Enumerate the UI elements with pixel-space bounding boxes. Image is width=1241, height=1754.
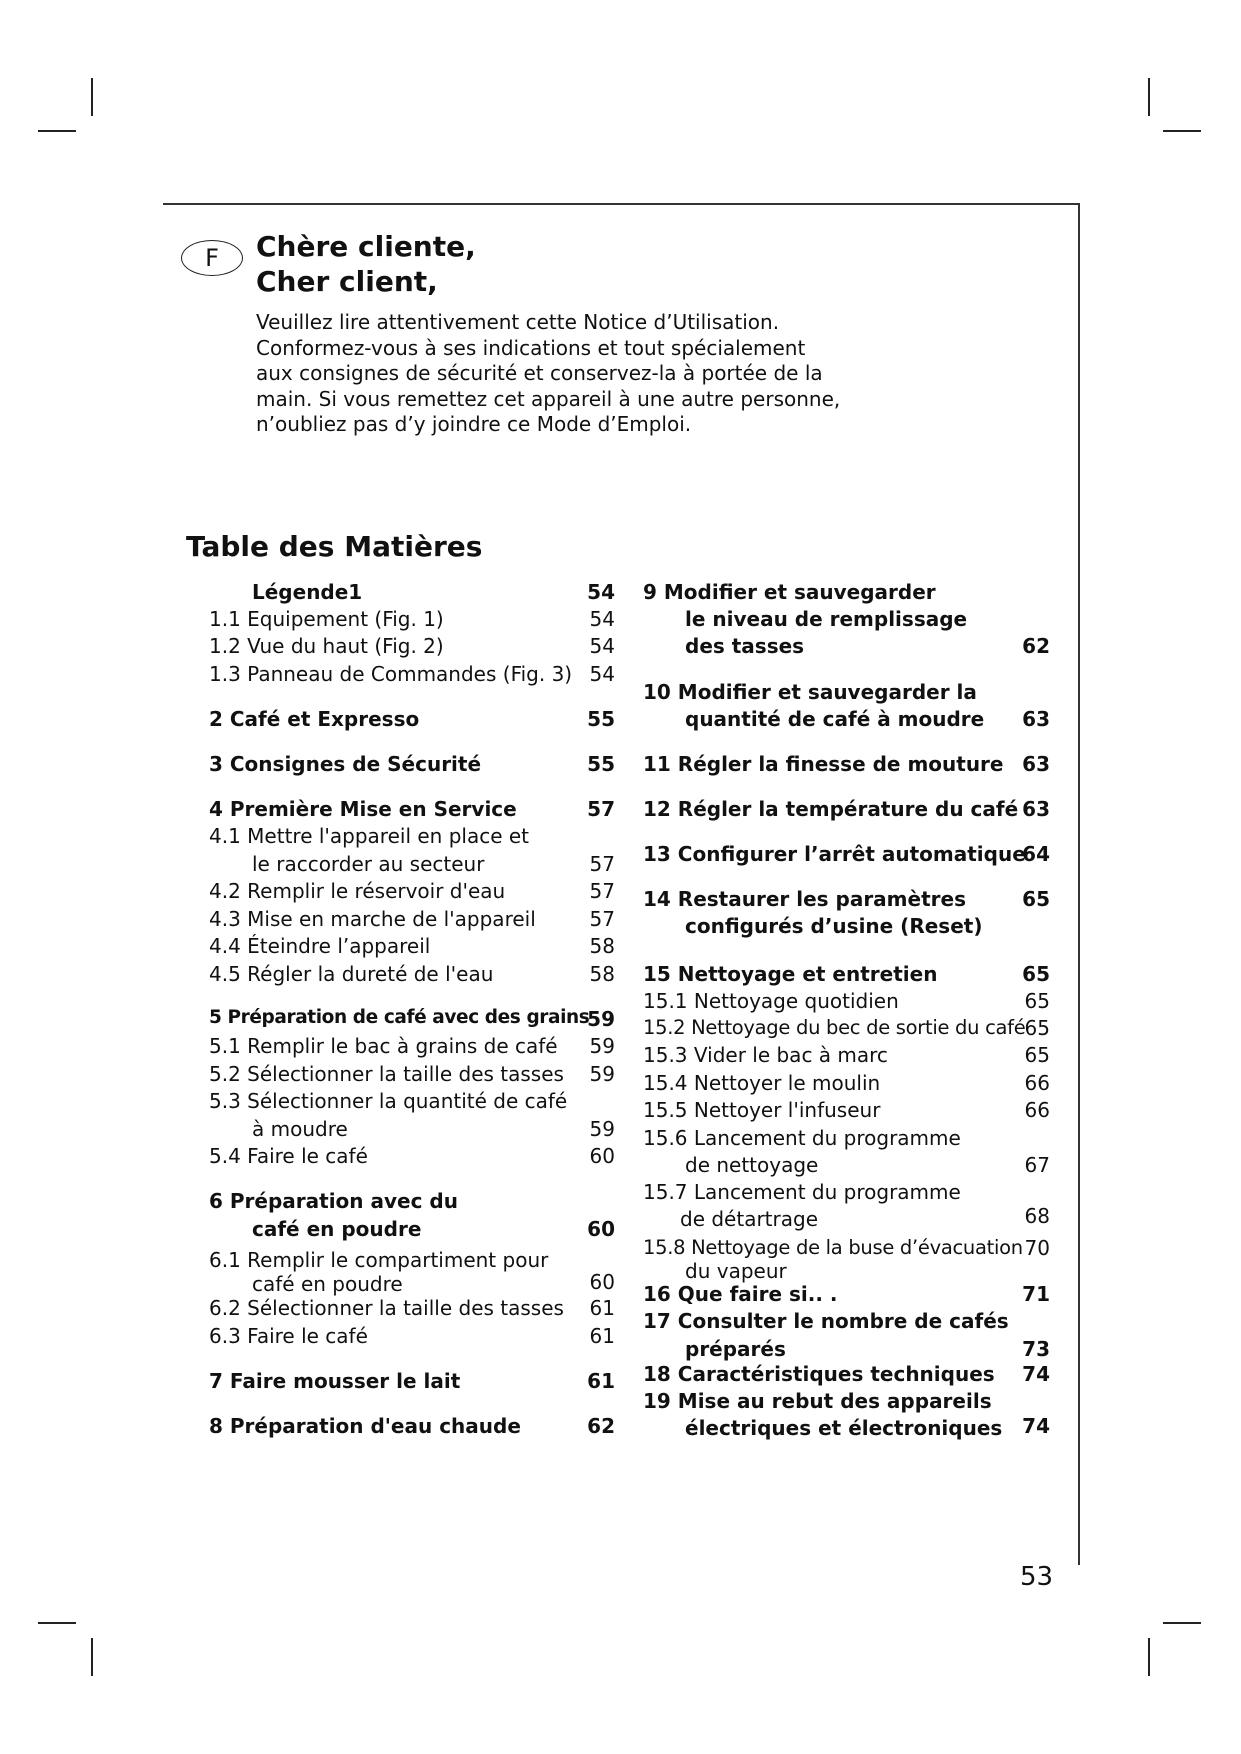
frame-top-rule [163,203,1080,205]
toc-entry: préparés [685,1337,786,1361]
toc-entry: 15.3 Vider le bac à marc [643,1043,888,1067]
toc-page: 60 [587,1217,615,1241]
toc-page: 59 [589,1062,615,1086]
toc-entry: 6 Préparation avec du [209,1189,458,1213]
toc-page: 58 [589,962,615,986]
toc-entry: 15.6 Lancement du programme [643,1126,961,1150]
toc-entry: 9 Modifier et sauvegarder [643,580,936,604]
toc-page: 57 [587,797,615,821]
toc-entry: Légende1 [252,580,363,604]
intro-line: Veuillez lire attentivement cette Notice d’Utilisation. [256,310,780,334]
toc-entry: quantité de café à moudre [685,707,985,731]
toc-entry: des tasses [685,634,805,658]
toc-entry: 6.3 Faire le café [209,1324,368,1348]
crop-mark [1148,1638,1150,1676]
toc-page: 66 [1024,1098,1050,1122]
toc-page: 67 [1024,1153,1050,1177]
toc-entry: du vapeur [685,1259,787,1283]
toc-page: 61 [589,1324,615,1348]
toc-page: 70 [1024,1236,1050,1260]
frame-right-rule [1078,203,1080,1565]
toc-entry: 13 Configurer l’arrêt automatique [643,842,1026,866]
toc-entry: 5.4 Faire le café [209,1144,368,1168]
toc-page: 63 [1022,797,1050,821]
toc-page: 54 [589,634,615,658]
toc-page: 63 [1022,752,1050,776]
toc-entry: 15.8 Nettoyage de la buse d’évacuation [643,1236,1023,1259]
toc-page: 57 [589,907,615,931]
toc-page: 54 [589,662,615,686]
toc-entry: 15.7 Lancement du programme [643,1180,961,1204]
toc-entry: café en poudre [252,1217,422,1241]
toc-entry: 5.1 Remplir le bac à grains de café [209,1034,558,1058]
toc-entry: 15.1 Nettoyage quotidien [643,989,899,1013]
toc-page: 59 [587,1007,615,1031]
toc-entry: 16 Que faire si.. . [643,1282,838,1306]
greeting-line-2: Cher client, [256,265,438,298]
toc-page: 63 [1022,707,1050,731]
toc-entry: 4.4 Éteindre l’appareil [209,934,431,958]
crop-mark [1163,1622,1201,1624]
toc-entry: 11 Régler la finesse de mouture [643,752,1004,776]
toc-entry: le raccorder au secteur [252,852,485,876]
toc-entry: 3 Consignes de Sécurité [209,752,482,776]
toc-page: 54 [589,607,615,631]
toc-entry: 5.2 Sélectionner la taille des tasses [209,1062,564,1086]
toc-entry: 1.3 Panneau de Commandes (Fig. 3) [209,662,573,686]
intro-line: main. Si vous remettez cet appareil à une autre personne, [256,386,841,411]
toc-entry: le niveau de remplissage [685,607,968,631]
intro-line: aux consignes de sécurité et conservez-la à portée de la [256,361,823,385]
toc-entry: 4 Première Mise en Service [209,797,517,821]
crop-mark [1148,78,1150,116]
toc-entry: 6.2 Sélectionner la taille des tasses [209,1296,564,1320]
toc-entry: 4.3 Mise en marche de l'appareil [209,907,536,931]
toc-page: 57 [589,879,615,903]
toc-page: 74 [1022,1362,1050,1386]
toc-entry: 10 Modifier et sauvegarder la [643,680,977,704]
crop-mark [91,1638,93,1676]
toc-entry: 5 Préparation de café avec des grains [209,1007,590,1028]
toc-page: 65 [1022,887,1050,911]
toc-page: 71 [1022,1282,1050,1306]
toc-entry: 15.5 Nettoyer l'infuseur [643,1098,881,1122]
toc-entry: 1.1 Equipement (Fig. 1) [209,607,444,631]
toc-page: 61 [589,1296,615,1320]
toc-page: 62 [587,1414,615,1438]
toc-page: 74 [1022,1414,1050,1438]
crop-mark [38,130,76,132]
toc-page: 60 [589,1144,615,1168]
toc-entry: 8 Préparation d'eau chaude [209,1414,521,1438]
intro-line: n’oubliez pas d’y joindre ce Mode d’Emploi. [256,412,692,436]
toc-entry: 4.2 Remplir le réservoir d'eau [209,879,506,903]
toc-entry: de détartrage [680,1207,818,1231]
toc-page: 65 [1024,1043,1050,1067]
toc-entry: 19 Mise au rebut des appareils [643,1389,992,1413]
toc-title: Table des Matières [186,530,483,563]
page-number: 53 [1020,1562,1054,1592]
toc-page: 62 [1022,634,1050,658]
toc-entry: 5.3 Sélectionner la quantité de café [209,1089,568,1113]
toc-entry: 4.1 Mettre l'appareil en place et [209,824,530,848]
toc-page: 61 [587,1369,615,1393]
toc-page: 55 [587,752,615,776]
toc-entry: 2 Café et Expresso [209,707,420,731]
toc-page: 57 [589,852,615,876]
toc-page: 68 [1024,1204,1050,1228]
toc-entry: 15.2 Nettoyage du bec de sortie du café [643,1016,1026,1039]
toc-entry: 15.4 Nettoyer le moulin [643,1071,881,1095]
toc-entry: configurés d’usine (Reset) [685,914,983,938]
toc-page: 64 [1022,842,1050,866]
crop-mark [1163,130,1201,132]
toc-page: 54 [587,580,615,604]
toc-entry: 15 Nettoyage et entretien [643,962,938,986]
toc-entry: 18 Caractéristiques techniques [643,1362,995,1386]
toc-entry: 7 Faire mousser le lait [209,1369,461,1393]
toc-page: 65 [1024,1016,1050,1040]
toc-page: 65 [1022,962,1050,986]
crop-mark [38,1622,76,1624]
toc-page: 55 [587,707,615,731]
toc-entry: de nettoyage [685,1153,819,1177]
intro-paragraph [256,310,841,438]
toc-entry: 12 Régler la température du café [643,797,1019,821]
toc-page: 73 [1022,1337,1050,1361]
toc-page: 65 [1024,989,1050,1013]
toc-entry: 17 Consulter le nombre de cafés [643,1309,1009,1333]
toc-entry: café en poudre [252,1272,403,1296]
toc-entry: 4.5 Régler la dureté de l'eau [209,962,494,986]
toc-page: 59 [589,1034,615,1058]
toc-entry: 14 Restaurer les paramètres [643,887,966,911]
toc-entry: à moudre [252,1117,348,1141]
toc-entry: 6.1 Remplir le compartiment pour [209,1248,549,1272]
toc-entry: 1.2 Vue du haut (Fig. 2) [209,634,444,658]
toc-page: 59 [589,1117,615,1141]
language-badge: F [181,240,243,276]
toc-page: 60 [589,1270,615,1294]
intro-line: Conformez-vous à ses indications et tout spécialement [256,335,806,360]
greeting-line-1: Chère cliente, [256,230,476,263]
toc-entry: électriques et électroniques [685,1416,1003,1440]
crop-mark [91,78,93,116]
toc-page: 66 [1024,1071,1050,1095]
toc-page: 58 [589,934,615,958]
